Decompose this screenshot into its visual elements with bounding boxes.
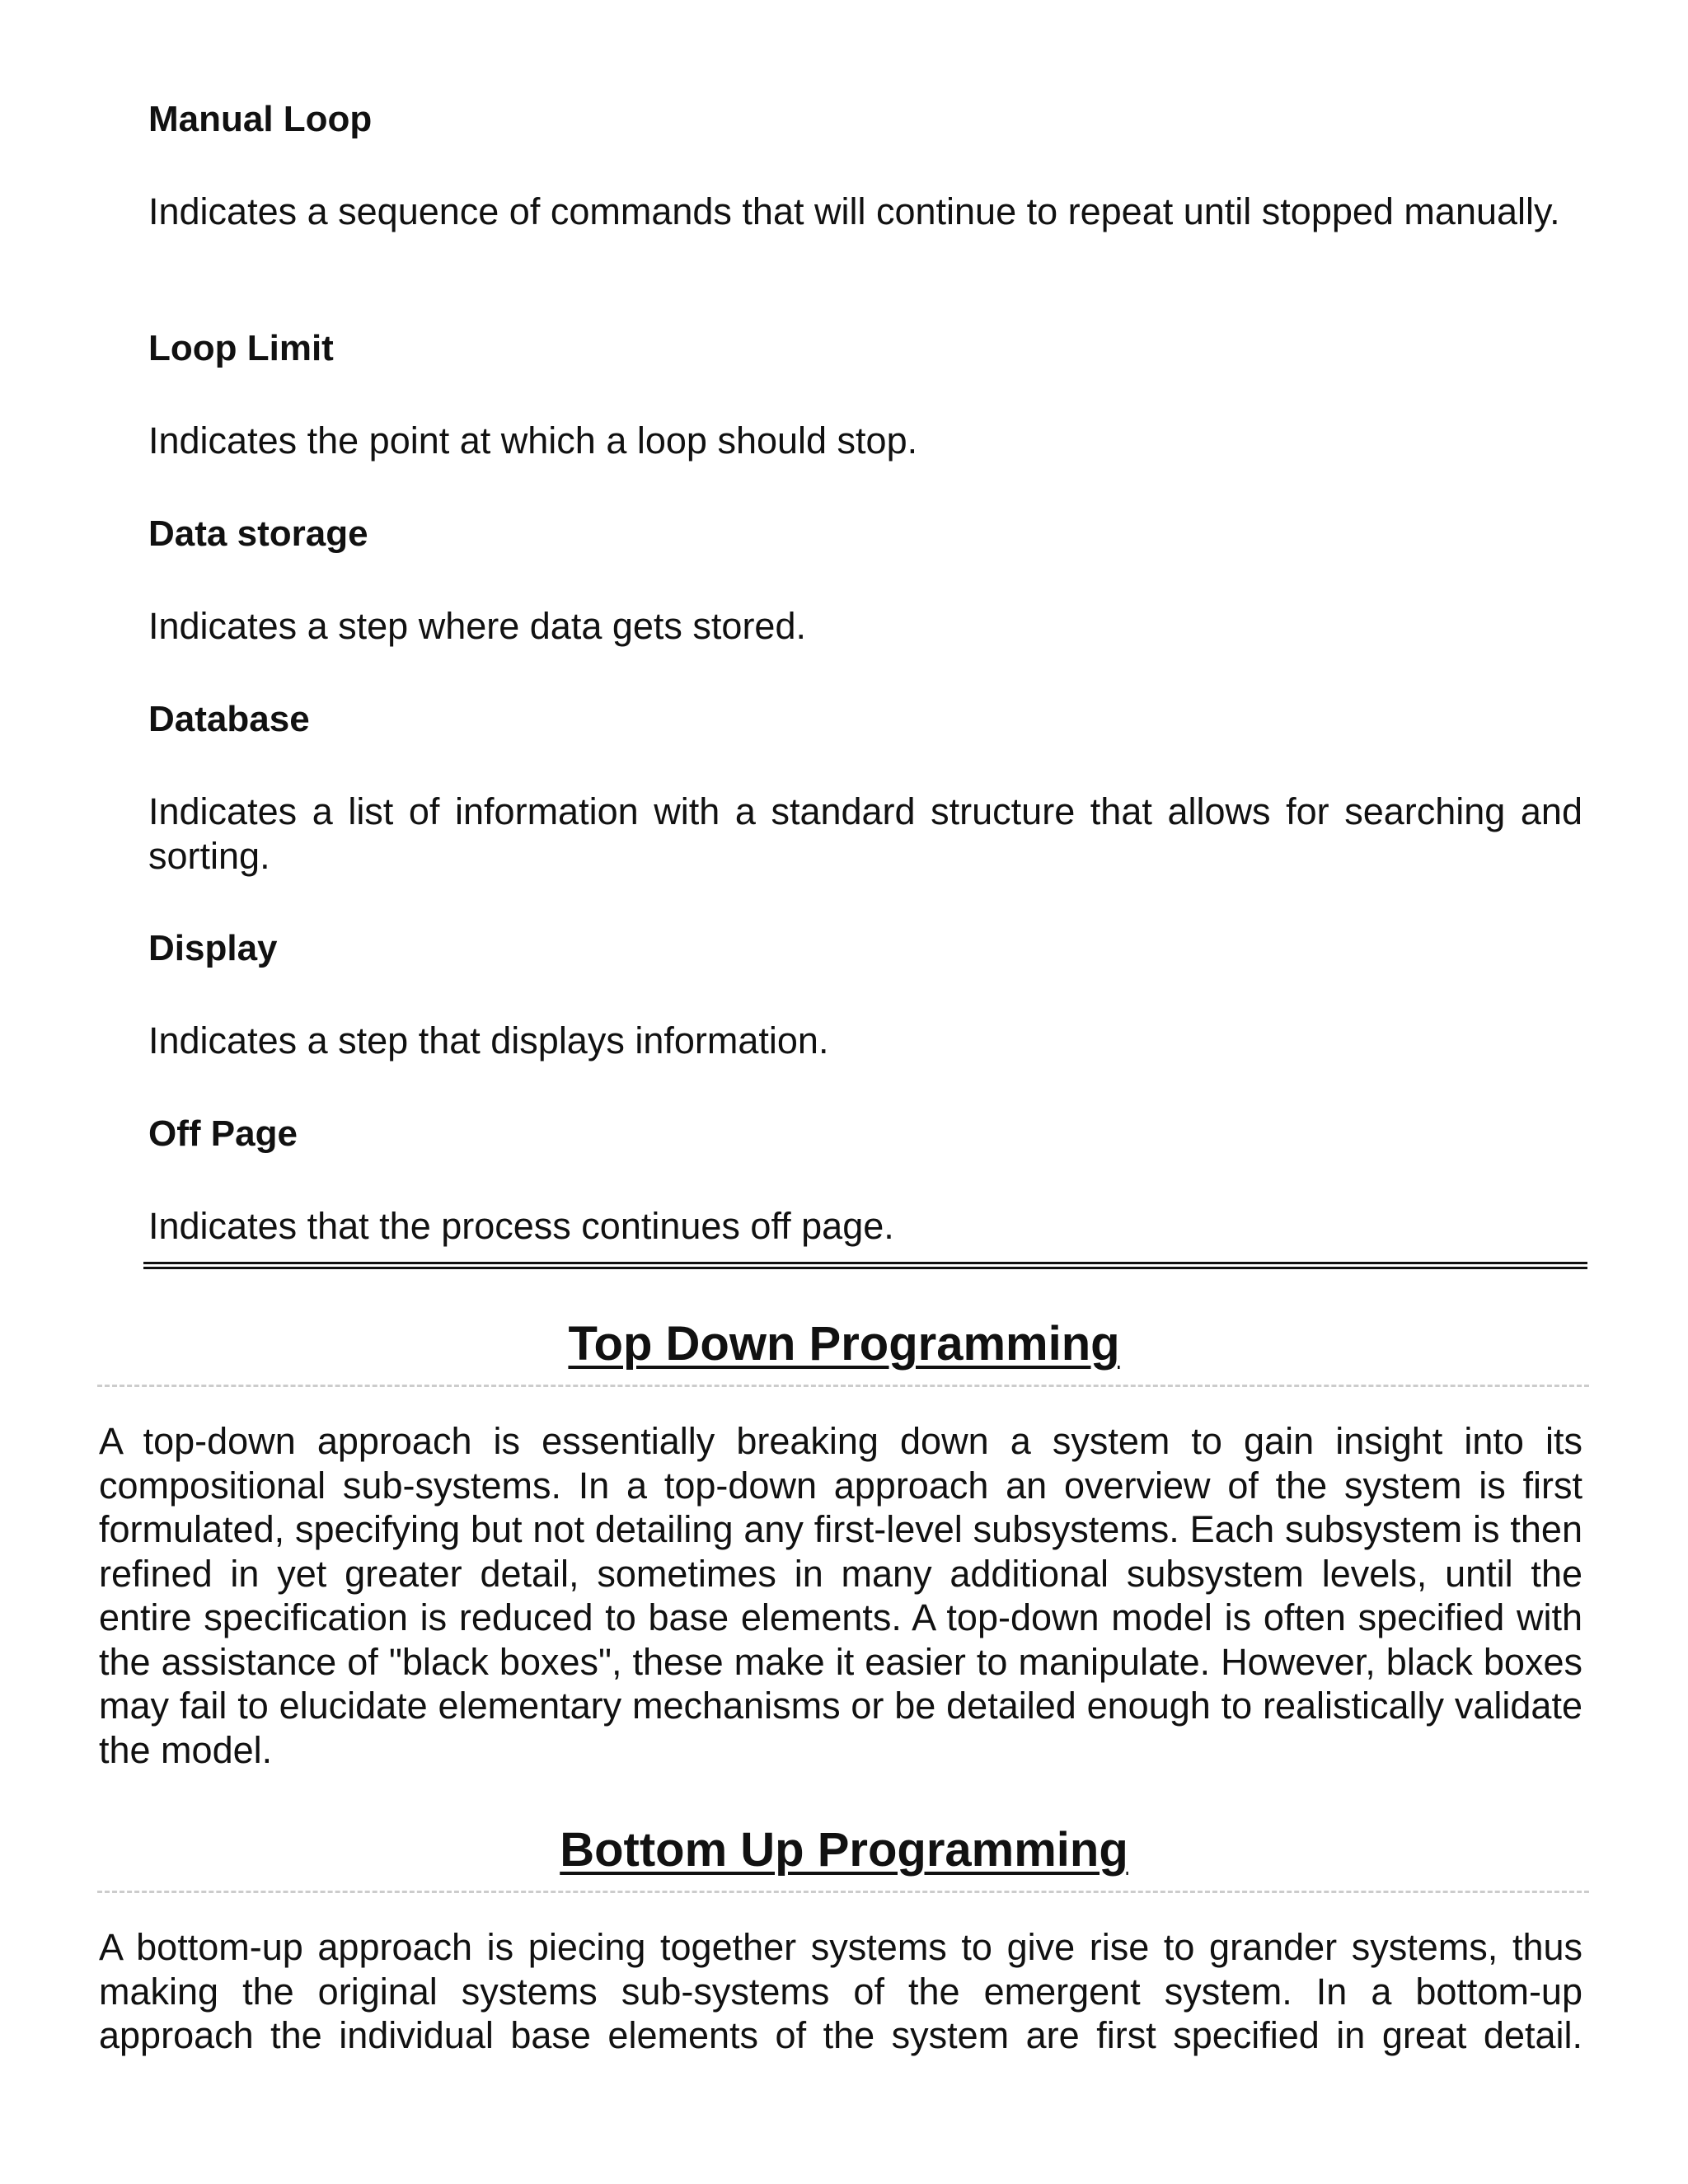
definition-data-storage xyxy=(148,512,1582,649)
term-heading: Off Page xyxy=(148,1113,298,1154)
term-heading: Display xyxy=(148,928,278,968)
term-description: Indicates the point at which a loop should stop. xyxy=(148,419,918,462)
term-heading: Loop Limit xyxy=(148,328,334,368)
section-title-bottom-up xyxy=(0,1821,1688,1879)
definition-database xyxy=(148,697,1582,879)
section-title-text: Bottom Up Programming xyxy=(560,1823,1128,1877)
definition-off-page xyxy=(148,1112,1582,1249)
section-title-text: Top Down Programming xyxy=(568,1317,1120,1371)
term-description: Indicates a step that displays information. xyxy=(148,1019,829,1062)
term-description: Indicates a sequence of commands that will continue to repeat until stopped manually. xyxy=(148,190,1560,232)
section-title-top-down xyxy=(0,1315,1688,1373)
section-body-bottom-up: A bottom-up approach is piecing together systems to give rise to grander systems, thus making the original systems sub-systems of the emergent system. In a bottom-up approach the individual base elements of the system are first specified in great detail. xyxy=(99,1926,1582,2056)
term-heading: Data storage xyxy=(148,513,368,554)
section-body-top-down: A top-down approach is essentially breaking down a system to gain insight into its compositional sub-systems. In a top-down approach an overview of the system is first formulated, specifying but not detailing any first-level subsystems. Each subsystem is then refined in yet greater detail, sometimes in many additional subsystem levels, until the entire specification is reduced to base elements. A top-down model is often specified with the assistance of "black boxes", these make it easier to manipulate. However, black boxes may fail to elucidate elementary mechanisms or be detailed enough to realistically validate the model. xyxy=(99,1420,1582,1771)
definition-loop-limit xyxy=(148,326,1582,463)
definition-display xyxy=(148,926,1582,1063)
term-heading: Manual Loop xyxy=(148,99,373,139)
dashed-divider xyxy=(97,1891,1589,1893)
dashed-divider xyxy=(97,1385,1589,1387)
term-description: Indicates a step where data gets stored. xyxy=(148,605,806,647)
double-divider xyxy=(143,1262,1587,1269)
term-description: Indicates a list of information with a standard structure that allows for searching and sorting. xyxy=(148,790,1582,877)
term-description: Indicates that the process continues off page. xyxy=(148,1205,894,1247)
definition-manual-loop xyxy=(148,97,1582,234)
term-heading: Database xyxy=(148,699,310,739)
